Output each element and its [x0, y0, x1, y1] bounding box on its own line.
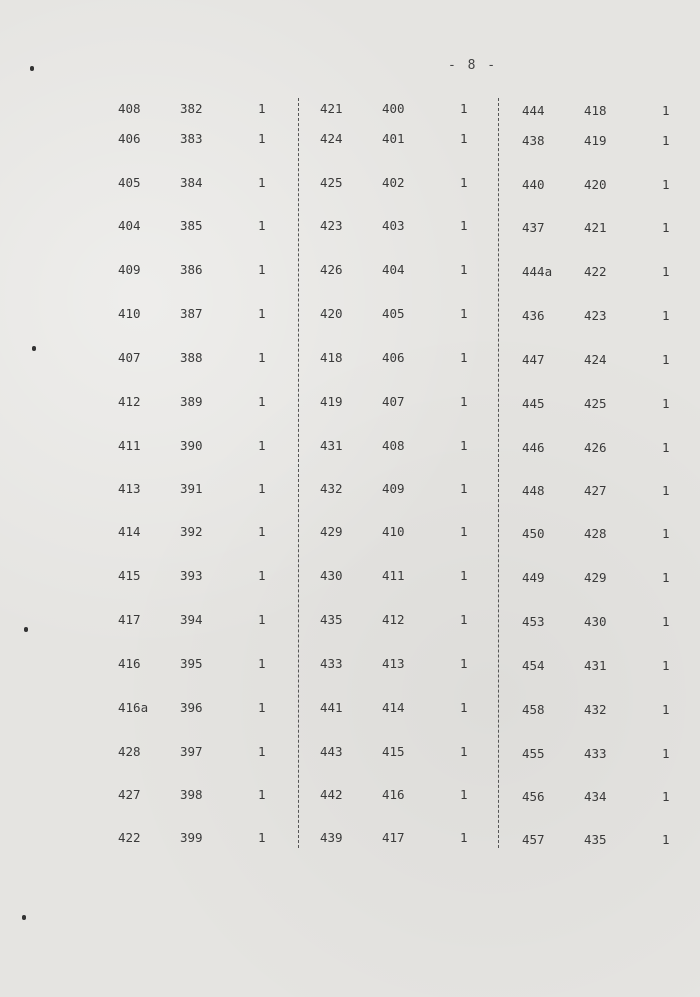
table-cell: 1: [662, 308, 670, 323]
paper-speck: [32, 346, 36, 351]
table-cell: 435: [584, 832, 607, 847]
table-cell: 404: [382, 262, 405, 277]
table-cell: 413: [118, 481, 141, 496]
table-cell: 418: [584, 103, 607, 118]
table-cell: 1: [460, 394, 468, 409]
table-cell: 425: [320, 175, 343, 190]
table-cell: 1: [662, 483, 670, 498]
table-cell: 400: [382, 101, 405, 116]
table-cell: 1: [258, 350, 266, 365]
table-cell: 428: [118, 744, 141, 759]
table-cell: 455: [522, 746, 545, 761]
table-cell: 432: [320, 481, 343, 496]
table-cell: 416: [118, 656, 141, 671]
table-cell: 418: [320, 350, 343, 365]
table-row: [0, 306, 700, 328]
column-divider-1: [298, 98, 299, 848]
table-cell: 449: [522, 570, 545, 585]
table-cell: 413: [382, 656, 405, 671]
table-cell: 409: [118, 262, 141, 277]
table-cell: 422: [118, 830, 141, 845]
table-cell: 1: [460, 438, 468, 453]
table-row: [0, 524, 700, 546]
table-cell: 1: [460, 612, 468, 627]
table-cell: 1: [258, 830, 266, 845]
table-cell: 411: [382, 568, 405, 583]
table-cell: 1: [258, 524, 266, 539]
table-cell: 1: [662, 440, 670, 455]
table-cell: 419: [584, 133, 607, 148]
table-cell: 434: [584, 789, 607, 804]
table-cell: 414: [382, 700, 405, 715]
table-cell: 1: [258, 438, 266, 453]
table-row: [0, 131, 700, 153]
table-cell: 406: [382, 350, 405, 365]
table-cell: 433: [584, 746, 607, 761]
table-cell: 1: [662, 396, 670, 411]
table-cell: 385: [180, 218, 203, 233]
table-cell: 1: [662, 702, 670, 717]
table-cell: 447: [522, 352, 545, 367]
table-cell: 440: [522, 177, 545, 192]
table-row: [0, 218, 700, 240]
table-cell: 430: [584, 614, 607, 629]
table-cell: 1: [460, 568, 468, 583]
table-cell: 1: [460, 101, 468, 116]
table-cell: 407: [382, 394, 405, 409]
table-row: [0, 700, 700, 722]
table-cell: 1: [460, 524, 468, 539]
table-row: [0, 568, 700, 590]
table-cell: 412: [382, 612, 405, 627]
table-cell: 392: [180, 524, 203, 539]
table-cell: 414: [118, 524, 141, 539]
table-cell: 416a: [118, 700, 149, 715]
table-cell: 1: [258, 262, 266, 277]
table-cell: 399: [180, 830, 203, 845]
table-row: [0, 744, 700, 766]
table-cell: 395: [180, 656, 203, 671]
table-cell: 1: [662, 832, 670, 847]
table-cell: 387: [180, 306, 203, 321]
paper-speck: [30, 66, 34, 71]
table-cell: 384: [180, 175, 203, 190]
table-cell: 386: [180, 262, 203, 277]
table-cell: 425: [584, 396, 607, 411]
table-cell: 431: [584, 658, 607, 673]
table-cell: 1: [662, 570, 670, 585]
paper-speck: [22, 915, 26, 920]
table-cell: 429: [320, 524, 343, 539]
table-cell: 410: [118, 306, 141, 321]
table-cell: 1: [460, 262, 468, 277]
table-cell: 401: [382, 131, 405, 146]
table-cell: 435: [320, 612, 343, 627]
table-cell: 1: [258, 306, 266, 321]
table-cell: 1: [662, 789, 670, 804]
table-cell: 456: [522, 789, 545, 804]
table-cell: 1: [258, 175, 266, 190]
table-cell: 1: [258, 394, 266, 409]
table-cell: 420: [320, 306, 343, 321]
table-row: [0, 481, 700, 503]
table-cell: 393: [180, 568, 203, 583]
table-cell: 402: [382, 175, 405, 190]
table-cell: 454: [522, 658, 545, 673]
table-cell: 1: [460, 306, 468, 321]
table-cell: 408: [382, 438, 405, 453]
table-cell: 1: [258, 700, 266, 715]
table-cell: 424: [584, 352, 607, 367]
table-cell: 408: [118, 101, 141, 116]
table-cell: 1: [460, 175, 468, 190]
table-row: [0, 656, 700, 678]
table-cell: 1: [258, 656, 266, 671]
table-cell: 426: [320, 262, 343, 277]
table-row: [0, 262, 700, 284]
table-cell: 1: [460, 218, 468, 233]
table-cell: 1: [662, 614, 670, 629]
table-cell: 383: [180, 131, 203, 146]
table-cell: 1: [460, 131, 468, 146]
table-cell: 403: [382, 218, 405, 233]
table-cell: 442: [320, 787, 343, 802]
table-cell: 420: [584, 177, 607, 192]
table-cell: 411: [118, 438, 141, 453]
table-cell: 1: [662, 133, 670, 148]
table-cell: 1: [258, 218, 266, 233]
table-cell: 394: [180, 612, 203, 627]
table-cell: 430: [320, 568, 343, 583]
table-cell: 396: [180, 700, 203, 715]
table-cell: 436: [522, 308, 545, 323]
table-cell: 1: [662, 658, 670, 673]
table-cell: 444: [522, 103, 545, 118]
table-cell: 427: [118, 787, 141, 802]
table-cell: 382: [180, 101, 203, 116]
table-cell: 419: [320, 394, 343, 409]
table-cell: 404: [118, 218, 141, 233]
table-cell: 397: [180, 744, 203, 759]
table-cell: 448: [522, 483, 545, 498]
table-cell: 1: [662, 746, 670, 761]
table-cell: 424: [320, 131, 343, 146]
table-cell: 445: [522, 396, 545, 411]
table-cell: 405: [382, 306, 405, 321]
table-row: [0, 438, 700, 460]
page-number: - 8 -: [448, 58, 498, 73]
table-cell: 432: [584, 702, 607, 717]
table-cell: 437: [522, 220, 545, 235]
table-cell: 1: [258, 612, 266, 627]
table-cell: 457: [522, 832, 545, 847]
table-cell: 1: [662, 103, 670, 118]
table-cell: 423: [320, 218, 343, 233]
table-cell: 389: [180, 394, 203, 409]
table-cell: 421: [320, 101, 343, 116]
table-cell: 1: [460, 350, 468, 365]
table-cell: 410: [382, 524, 405, 539]
table-cell: 417: [118, 612, 141, 627]
table-cell: 1: [460, 700, 468, 715]
table-row: [0, 175, 700, 197]
table-cell: 450: [522, 526, 545, 541]
table-cell: 423: [584, 308, 607, 323]
table-cell: 429: [584, 570, 607, 585]
table-cell: 398: [180, 787, 203, 802]
table-cell: 446: [522, 440, 545, 455]
table-cell: 1: [460, 656, 468, 671]
table-row: [0, 830, 700, 852]
table-cell: 390: [180, 438, 203, 453]
column-divider-2: [498, 98, 499, 848]
table-cell: 443: [320, 744, 343, 759]
table-row: [0, 101, 700, 123]
table-cell: 1: [662, 352, 670, 367]
table-cell: 1: [258, 131, 266, 146]
table-cell: 458: [522, 702, 545, 717]
table-cell: 1: [258, 787, 266, 802]
table-cell: 438: [522, 133, 545, 148]
table-cell: 421: [584, 220, 607, 235]
table-cell: 1: [662, 220, 670, 235]
table-cell: 427: [584, 483, 607, 498]
table-cell: 453: [522, 614, 545, 629]
table-cell: 407: [118, 350, 141, 365]
table-cell: 441: [320, 700, 343, 715]
table-cell: 1: [258, 744, 266, 759]
table-cell: 1: [460, 830, 468, 845]
table-row: [0, 394, 700, 416]
table-cell: 1: [258, 101, 266, 116]
table-cell: 1: [258, 481, 266, 496]
table-cell: 428: [584, 526, 607, 541]
table-cell: 1: [460, 787, 468, 802]
table-cell: 415: [382, 744, 405, 759]
table-cell: 405: [118, 175, 141, 190]
table-cell: 388: [180, 350, 203, 365]
table-cell: 422: [584, 264, 607, 279]
paper-speck: [24, 627, 28, 632]
table-cell: 412: [118, 394, 141, 409]
table-cell: 426: [584, 440, 607, 455]
table-cell: 416: [382, 787, 405, 802]
table-cell: 1: [460, 481, 468, 496]
table-cell: 433: [320, 656, 343, 671]
table-cell: 1: [662, 526, 670, 541]
table-cell: 406: [118, 131, 141, 146]
table-cell: 431: [320, 438, 343, 453]
table-cell: 1: [460, 744, 468, 759]
table-row: [0, 350, 700, 372]
table-cell: 391: [180, 481, 203, 496]
table-cell: 409: [382, 481, 405, 496]
table-cell: 1: [662, 177, 670, 192]
table-row: [0, 612, 700, 634]
table-cell: 439: [320, 830, 343, 845]
table-cell: 1: [258, 568, 266, 583]
table-cell: 1: [662, 264, 670, 279]
table-row: [0, 787, 700, 809]
table-cell: 444a: [522, 264, 553, 279]
table-cell: 417: [382, 830, 405, 845]
table-cell: 415: [118, 568, 141, 583]
